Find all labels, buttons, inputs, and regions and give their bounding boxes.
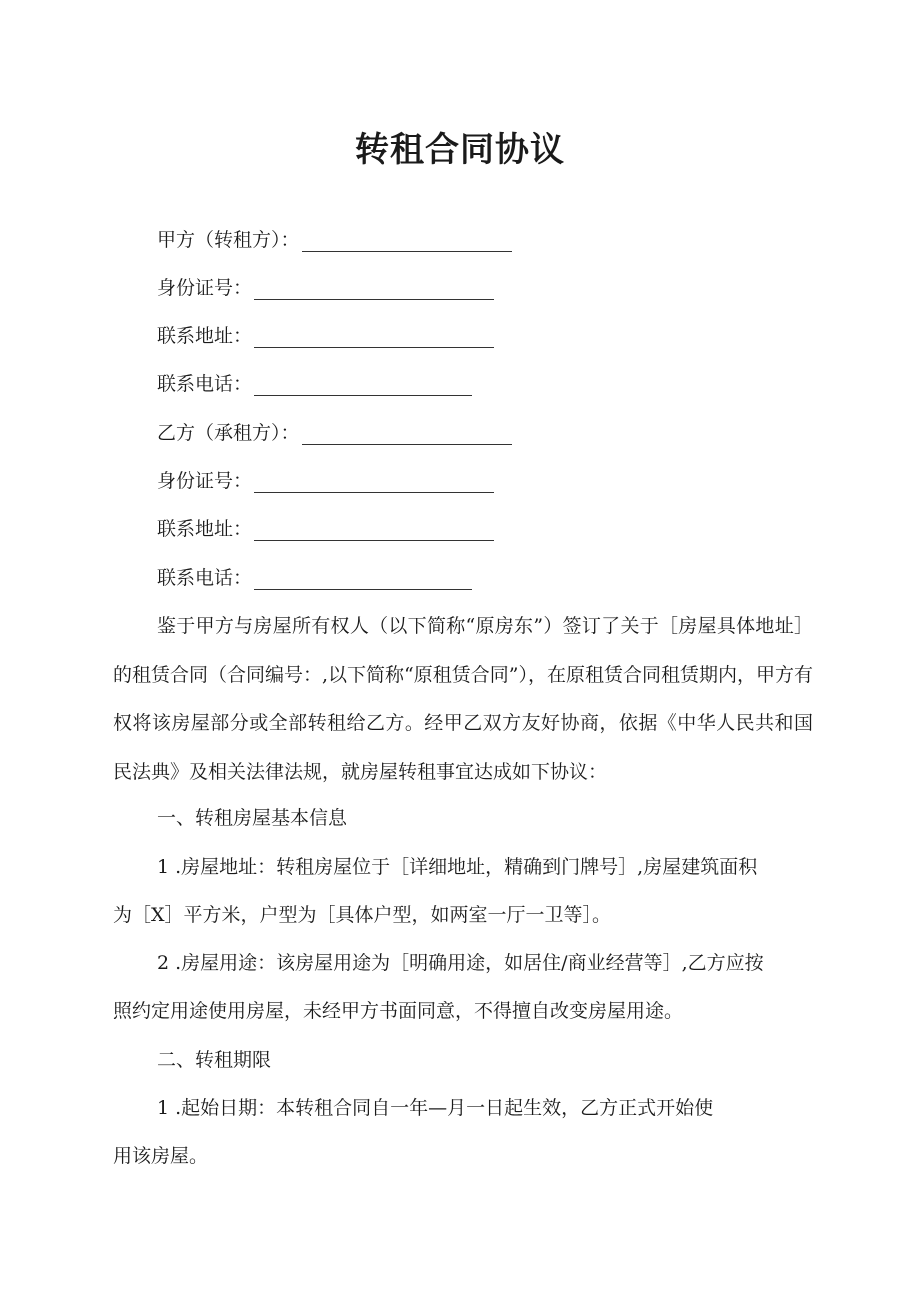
section-2-heading: 二、转租期限 [157,1049,272,1071]
preamble-paragraph: 鉴于甲方与房屋所有权人（以下简称“原房东”）签订了关于［房屋具体地址］的租赁合同（合同编号：,以下简称“原租赁合同”），在原租赁合同租赁期内，甲方有权将该房屋部分或全部转租给乙方。经甲乙双方友好协商，依据《中华人民共和国民法典》及相关法律法规，就房屋转租事宜达成如下协议： [113,615,813,783]
party-b-phone-label: 联系电话： [157,567,253,589]
party-a-phone-blank[interactable] [254,377,472,396]
party-b-id-blank[interactable] [254,474,494,493]
party-a-phone-label: 联系电话： [157,373,253,395]
party-a-id-label: 身份证号： [157,277,253,299]
party-a-address-label: 联系地址： [157,325,253,347]
party-a-address-field [157,324,494,348]
party-a-name-label: 甲方（转租方）： [157,229,300,251]
section-2-item-1-line-1: 1 .起始日期：本转租合同自一年—月一日起生效，乙方正式开始使 [157,1097,714,1119]
party-a-id-blank[interactable] [254,281,494,300]
party-b-address-blank[interactable] [254,522,494,541]
party-a-name-field [157,228,512,252]
party-b-address-field [157,517,494,541]
document-title: 转租合同协议 [355,130,565,170]
party-b-name-field [157,421,512,445]
party-a-id-field [157,276,494,300]
section-2-item-1-line-2: 用该房屋。 [113,1145,209,1167]
party-a-name-blank[interactable] [302,233,512,252]
party-a-phone-field [157,372,472,396]
party-b-phone-field [157,566,472,590]
party-b-address-label: 联系地址： [157,518,253,540]
party-b-name-label: 乙方（承租方）： [157,422,300,444]
section-1-item-2-line-2: 照约定用途使用房屋，未经甲方书面同意，不得擅自改变房屋用途。 [113,1000,684,1022]
section-1-item-2-line-1: 2 .房屋用途：该房屋用途为［明确用途，如居住/商业经营等］,乙方应按 [157,952,764,974]
section-1-item-1-line-2: 为［X］平方米，户型为［具体户型，如两室一厅一卫等］。 [113,904,612,926]
party-b-phone-blank[interactable] [254,571,472,590]
party-b-name-blank[interactable] [302,426,512,445]
section-1-item-1-line-1: 1 .房屋地址：转租房屋位于［详细地址，精确到门牌号］,房屋建筑面积 [157,856,758,878]
party-b-id-field [157,469,494,493]
party-a-address-blank[interactable] [254,329,494,348]
section-1-heading: 一、转租房屋基本信息 [157,807,348,829]
party-b-id-label: 身份证号： [157,470,253,492]
